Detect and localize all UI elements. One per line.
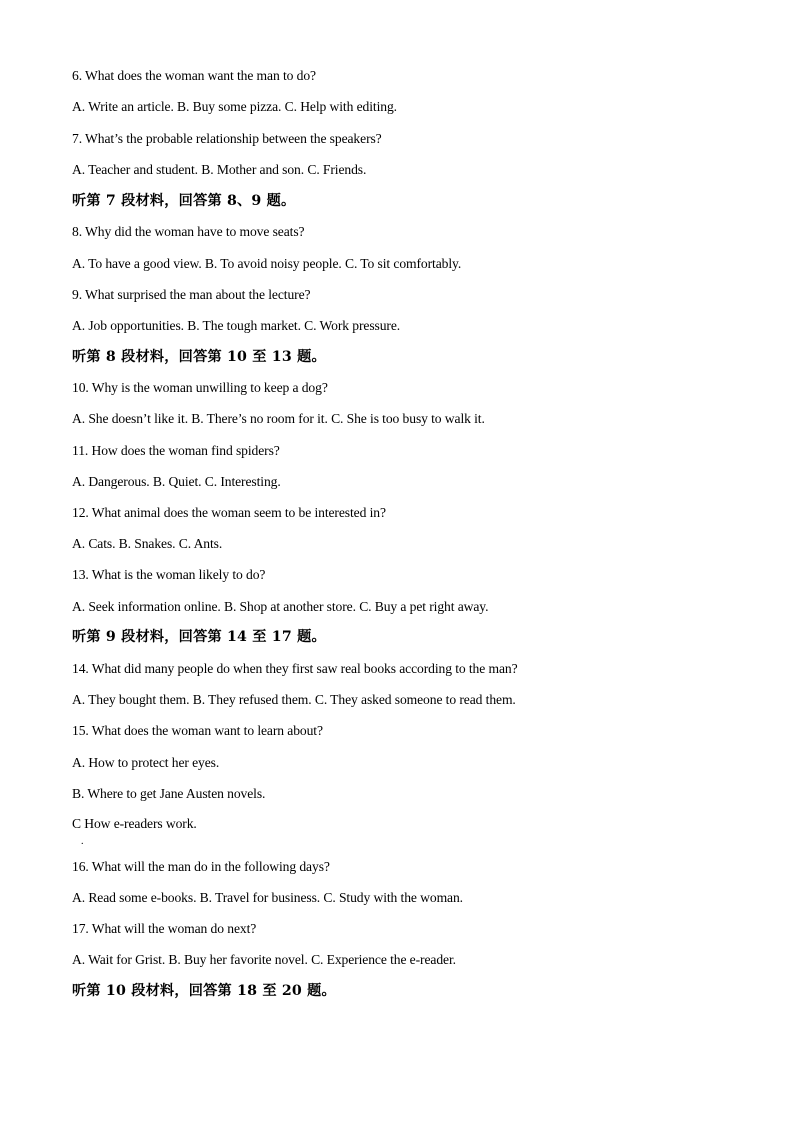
option-15-c: C How e-readers work. [72, 816, 197, 831]
question-7: 7. What’s the probable relationship between the speakers? [72, 131, 382, 146]
section-heading-9: 听第 9 段材料，回答第 14 至 17 题。 [72, 629, 326, 645]
options-8: A. To have a good view. B. To avoid noisy people. C. To sit comfortably. [72, 256, 462, 271]
options-10: A. She doesn’t like it. B. There’s no room for it. C. She is too busy to walk it. [72, 411, 485, 426]
options-13: A. Seek information online. B. Shop at another store. C. Buy a pet right away. [72, 599, 489, 614]
section-heading-8: 听第 8 段材料，回答第 10 至 13 题。 [72, 349, 326, 365]
stray-dot-mark: . [81, 836, 84, 847]
section-heading-10: 听第 10 段材料，回答第 18 至 20 题。 [72, 983, 336, 999]
question-15: 15. What does the woman want to learn about? [72, 723, 323, 738]
question-14: 14. What did many people do when they first saw real books according to the man? [72, 661, 518, 676]
options-14: A. They bought them. B. They refused them. C. They asked someone to read them. [72, 692, 516, 707]
options-17: A. Wait for Grist. B. Buy her favorite novel. C. Experience the e-reader. [72, 952, 456, 967]
section-heading-7: 听第 7 段材料，回答第 8、9 题。 [72, 193, 296, 209]
options-11: A. Dangerous. B. Quiet. C. Interesting. [72, 474, 281, 489]
question-16: 16. What will the man do in the following days? [72, 859, 330, 874]
question-9: 9. What surprised the man about the lecture? [72, 287, 311, 302]
option-15-a: A. How to protect her eyes. [72, 755, 220, 770]
question-11: 11. How does the woman find spiders? [72, 443, 280, 458]
question-12: 12. What animal does the woman seem to be interested in? [72, 505, 386, 520]
question-6: 6. What does the woman want the man to do? [72, 68, 316, 83]
question-8: 8. Why did the woman have to move seats? [72, 224, 305, 239]
option-15-b: B. Where to get Jane Austen novels. [72, 786, 266, 801]
question-13: 13. What is the woman likely to do? [72, 567, 266, 582]
options-9: A. Job opportunities. B. The tough market. C. Work pressure. [72, 318, 401, 333]
options-12: A. Cats. B. Snakes. C. Ants. [72, 536, 223, 551]
options-7: A. Teacher and student. B. Mother and son. C. Friends. [72, 162, 367, 177]
question-10: 10. Why is the woman unwilling to keep a dog? [72, 380, 328, 395]
options-16: A. Read some e-books. B. Travel for business. C. Study with the woman. [72, 890, 463, 905]
options-6: A. Write an article. B. Buy some pizza. C. Help with editing. [72, 99, 397, 114]
question-17: 17. What will the woman do next? [72, 921, 257, 936]
